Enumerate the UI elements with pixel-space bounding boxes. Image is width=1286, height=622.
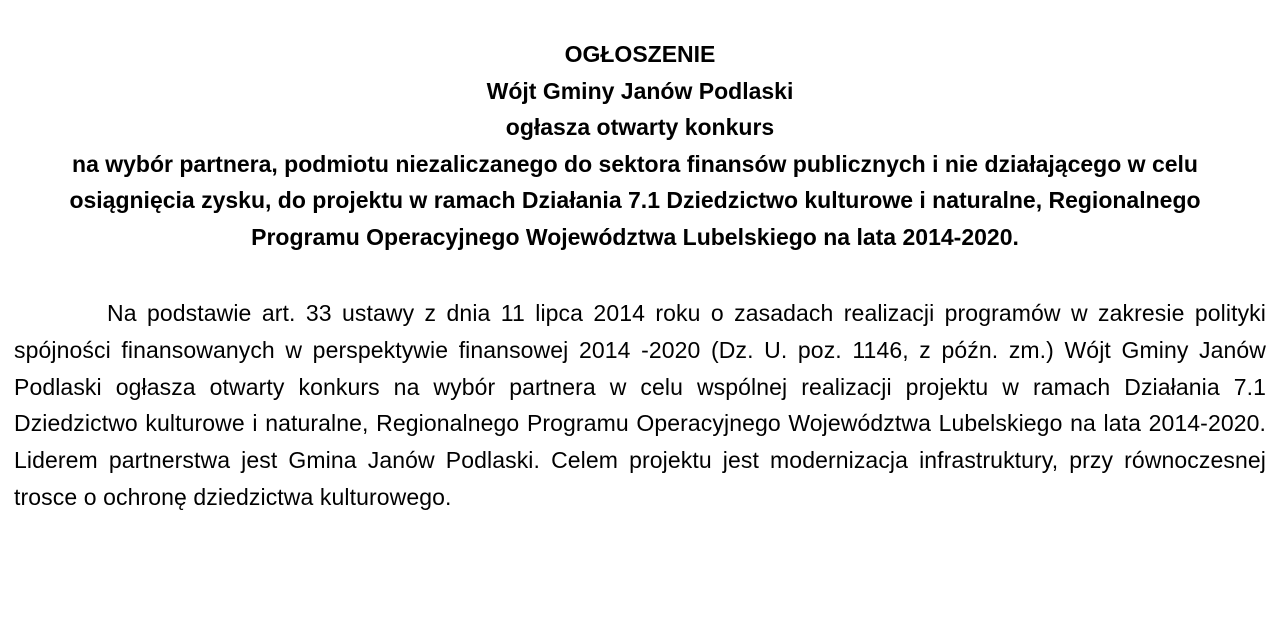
announcement-action: ogłasza otwarty konkurs — [505, 114, 775, 140]
announcement-subject: na wybór partnera, podmiotu niezaliczanego do sektora finansów publicznych i nie działającego w celu osiągnięcia zysku, do projektu w ramach Działania 7.1 Dziedzictwo kulturowe i naturalne, Regionalnego Programu Operacyjnego Województwa Lubelskiego na lata 2014-2020. — [69, 150, 1201, 250]
announcement-issuer: Wójt Gminy Janów Podlaski — [486, 77, 794, 104]
announcement-body-paragraph: Na podstawie art. 33 ustawy z dnia 11 lipca 2014 roku o zasadach realizacji programów w zakresie polityki spójności finansowanych w perspektywie finansowej 2014 -2020 (Dz. U. poz. 1146, z późn. zm.) Wójt Gminy Janów Podlaski ogłasza otwarty konkurs na wybór partnera w celu wspólnej realizacji projektu w ramach Działania 7.1 Dziedzictwo kulturowe i naturalne, Regionalnego Programu Operacyjnego Województwa Lubelskiego na lata 2014-2020. Liderem partnerstwa jest Gmina Janów Podlaski. Celem projektu jest modernizacja infrastruktury, przy równoczesnej trosce o ochronę dziedzictwa kulturowego. — [14, 300, 1266, 510]
announcement-title: OGŁOSZENIE — [564, 41, 716, 67]
announcement-heading — [14, 36, 1266, 255]
